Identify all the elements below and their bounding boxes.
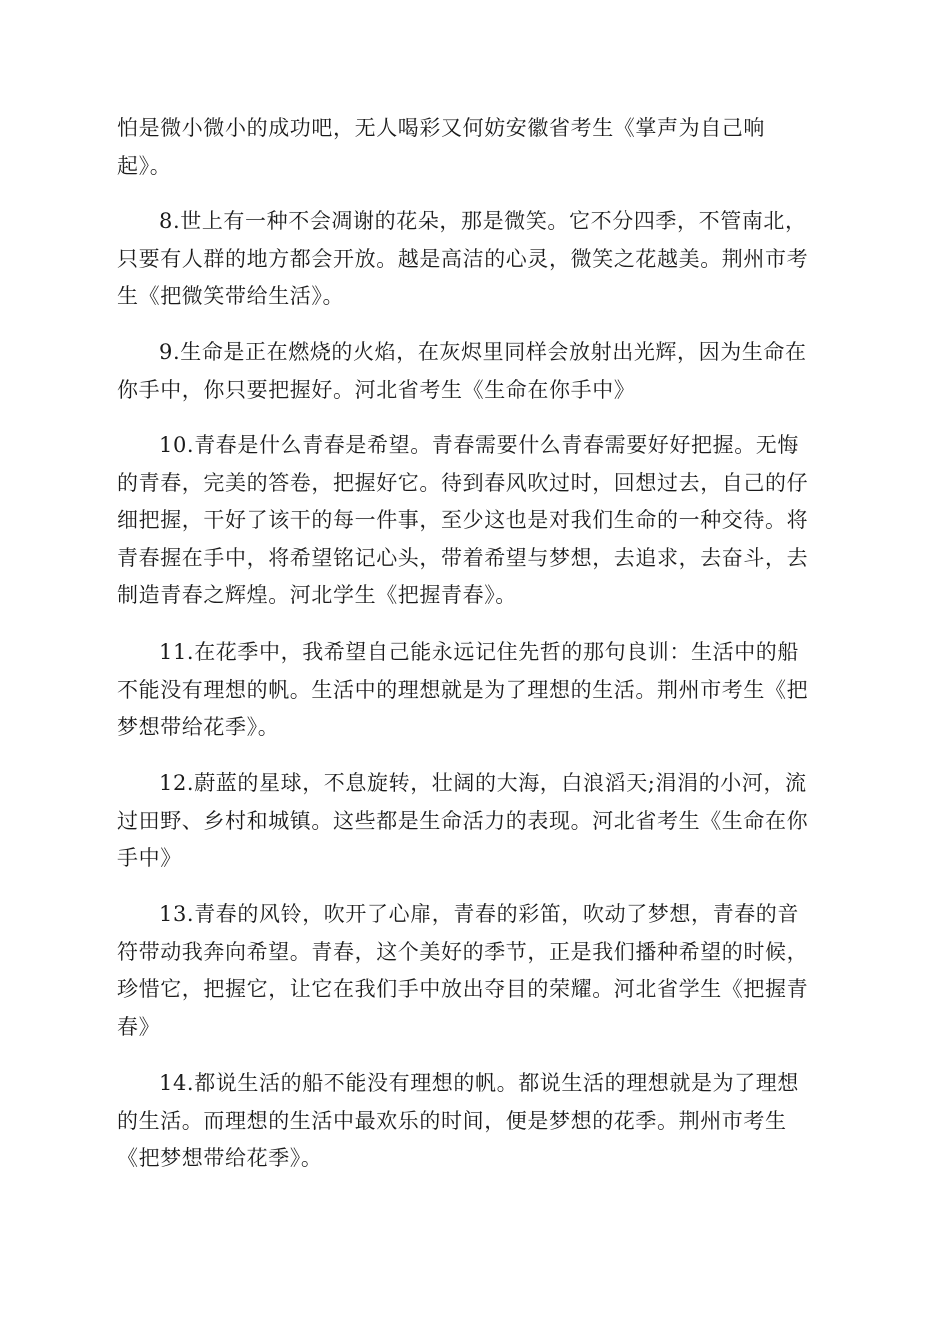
paragraph-item-8: 8.世上有一种不会凋谢的花朵，那是微笑。它不分四季，不管南北， 只要有人群的地方都会开放。越是高洁的心灵，微笑之花越美。荆州市考 生《把微笑带给生活》。 xyxy=(117,209,809,309)
paragraph-item-11: 11.在花季中，我希望自己能永远记住先哲的那句良训：生活中的船 不能没有理想的帆。生活中的理想就是为了理想的生活。荆州市考生《把 梦想带给花季》。 xyxy=(117,640,809,740)
paragraph-item-12: 12.蔚蓝的星球，不息旋转，壮阔的大海，白浪滔天;涓涓的小河，流 过田野、乡村和城镇。这些都是生命活力的表现。河北省考生《生命在你 手中》 xyxy=(117,771,809,871)
paragraph-continuation: 怕是微小微小的成功吧，无人喝彩又何妨安徽省考生《掌声为自己响 起》。 xyxy=(117,116,765,178)
paragraph-item-13: 13.青春的风铃，吹开了心扉，青春的彩笛，吹动了梦想，青春的音 符带动我奔向希望。青春，这个美好的季节，正是我们播种希望的时候， 珍惜它，把握它，让它在我们手中放出夺目的荣耀。河北省学生《把握青 春》 xyxy=(117,902,809,1039)
paragraph-item-9: 9.生命是正在燃烧的火焰，在灰烬里同样会放射出光辉，因为生命在 你手中，你只要把握好。河北省考生《生命在你手中》 xyxy=(117,340,807,402)
paragraph-item-10: 10.青春是什么青春是希望。青春需要什么青春需要好好把握。无悔 的青春，完美的答卷，把握好它。待到春风吹过时，回想过去，自己的仔 细把握，干好了该干的每一件事，至少这也是对我们生命的一种交待。将 青春握在手中，将希望铭记心头，带着希望与梦想，去追求，去奋斗，去 制造青春之辉煌。河北学生《把握青春》。 xyxy=(117,433,809,608)
paragraph-item-14: 14.都说生活的船不能没有理想的帆。都说生活的理想就是为了理想 的生活。而理想的生活中最欢乐的时间，便是梦想的花季。荆州市考生 《把梦想带给花季》。 xyxy=(117,1071,799,1171)
